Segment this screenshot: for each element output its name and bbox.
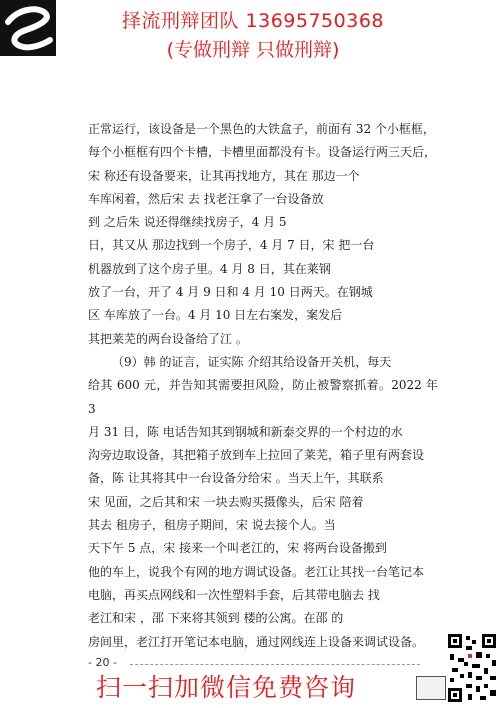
- body-line: 区 车库放了一台。4 月 10 日左右案发，案发后: [88, 308, 343, 323]
- footer-divider: [130, 664, 420, 665]
- paragraph-9-line: 给其 600 元，并告知其需要担风险，防止被警察抓着。2022 年 3: [88, 378, 438, 416]
- logo-mark-icon: [0, 0, 56, 56]
- body-line: 机器放到了这个房子里。4 月 8 日，其在莱钢: [88, 261, 331, 276]
- qr-code-icon[interactable]: [446, 632, 498, 704]
- page-number: - 20 -: [88, 656, 117, 669]
- body-line: 宋 称还有设备要来，让其再找地方，其在 那边一个: [88, 168, 360, 183]
- paragraph-9-line: 宋 见面，之后其和宋 一块去购买摄像头，后宋 陪着: [88, 494, 364, 509]
- body-line: 日，其又从 那边找到一个房子，4 月 7 日，宋 把一台: [88, 238, 375, 253]
- paragraph-9-line: 他的车上，说我个有网的地方调试设备。老江让其找一台笔记本: [88, 564, 425, 579]
- paragraph-9-line: 备，陈 让其将其中一台设备分给宋 。当天上午，其联系: [88, 471, 384, 486]
- footer-cta: 扫一扫加微信免费咨询: [96, 673, 357, 702]
- body-line: 到 之后朱 说还得继续找房子，4 月 5: [88, 215, 287, 230]
- paragraph-9-line: （9）韩 的证言，证实陈 介绍其给设备开关机，每天: [112, 354, 392, 369]
- paragraph-9-line: 其去 租房子，租房子期间，宋 说去接个人。当: [88, 518, 336, 533]
- body-line: 放了一台，开了 4 月 9 日和 4 月 10 日两天。在钢城: [88, 285, 373, 300]
- banner-subtitle: (专做刑辩 只做刑辩): [166, 39, 340, 61]
- body-line: 每个小框框有四个卡槽，卡槽里面都没有卡。设备运行两三天后，: [88, 145, 437, 160]
- banner-title: 择流刑辩团队 13695750368: [121, 10, 384, 32]
- paragraph-9-line: 天下午 5 点，宋 接来一个叫老江的，宋 将两台设备搬到: [88, 541, 387, 556]
- paragraph-9-line: 房间里，老江打开笔记本电脑，通过网线连上设备来调试设备。: [88, 634, 425, 649]
- logo: [0, 0, 56, 56]
- paragraph-9-line: 老江和宋 ，邵 下来将其领到 楼的公寓。在邵 的: [88, 611, 344, 626]
- document-body: [88, 118, 438, 654]
- paragraph-9-line: 月 31 日，陈 电话告知其到钢城和新泰交界的一个村边的水: [88, 424, 403, 439]
- paragraph-9-line: 电脑，再买点网线和一次性塑料手套，后其带电脑去 找: [88, 587, 380, 602]
- body-line: 正常运行，该设备是一个黑色的大铁盒子，前面有 32 个小框框，: [88, 122, 435, 136]
- body-line: 其把莱芜的两台设备给了江 。: [88, 331, 248, 346]
- paragraph-9-line: 沟旁边取设备，其把箱子放到车上拉回了莱芜，箱子里有两套设: [88, 448, 425, 463]
- small-qr-icon: [416, 676, 446, 700]
- qr-code-graphic: [446, 632, 498, 704]
- body-line: 车库闲着，然后宋 去 找老汪拿了一台设备放: [88, 191, 324, 206]
